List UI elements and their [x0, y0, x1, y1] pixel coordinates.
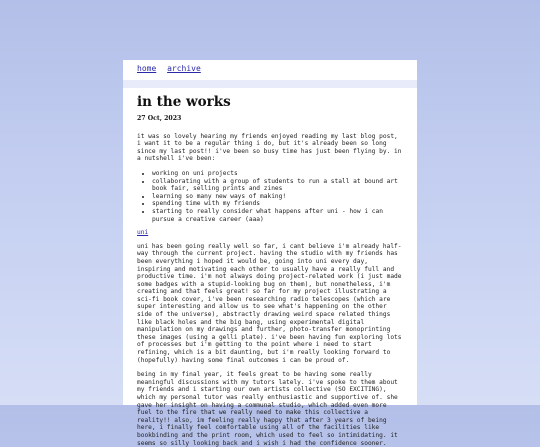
activity-list [137, 170, 403, 223]
post-paragraph-uni: uni has been going really well so far, i cant believe i'm already half-way through the current project. having the studio with my friends has been everything i hoped it would be, going into uni every day, inspiring and motivating each other to usually have a really full and productive time. i'm not always doing project-related work (i just made some badges with a stupid-looking bug on them), but nonetheless, i'm creating and that feels great! so far for my project illustrating a sci-fi book cover, i've been researching radio telescopes (which are super interesting and allow us to see what's happening on the other side of the universe), abstractly drawing weird space related things like black holes and the big bang, using experimental digital manipulation on my drawings and further, photo-transfer monoprinting these images (using a gelli plate). i've been having fun exploring lots of processes but i'm getting to the point where i need to start refining, which is a bit daunting, but i'm really looking forward to (hopefully) having some final outcomes i can be proud of. [137, 242, 402, 364]
list-item: • learning so many new ways of making! [152, 193, 403, 201]
list-item: • collaborating with a group of students to run a stall at bound art book fair, selling prints and zines [152, 178, 403, 193]
post-title: in the works [137, 94, 231, 110]
nav-archive-link[interactable]: archive [167, 64, 201, 73]
post-paragraph-final-year: being in my final year, it feels great to be having some really meaningful discussions with my tutors lately. i've spoke to them about my friends and i starting our own artists collective (SO EXCITING), which my personal tutor was really enthusiastic and supportive of. she gave her insight on having a communal studio, which added even more fuel to the fire that we really need to make this collective a reality!! also, im feeling really happy that after 3 years of being here, i finally feel comfortable using all of the facilities like bookbinding and the print room, which used to feel so intimidating. it seems so silly looking back and i wish i had the confidence sooner. [137, 371, 398, 447]
list-item: • starting to really consider what happens after uni - how i can pursue a creative career (aaa) [152, 208, 403, 223]
post-intro: it was so lovely hearing my friends enjoyed reading my last blog post, i want it to be a regular thing i do, but it's already been so long since my last post!! i've been so busy time has just been flying by. in a nutshell i've been: [137, 132, 402, 163]
list-item: • spending time with my friends [152, 200, 403, 208]
list-item: • working on uni projects [152, 170, 403, 178]
top-nav [123, 60, 417, 80]
post-date: 27 Oct, 2023 [137, 115, 182, 122]
uni-section-link[interactable]: uni [137, 229, 149, 237]
blog-page [123, 60, 417, 447]
nav-home-link[interactable]: home [137, 64, 157, 73]
post-content [123, 88, 417, 447]
